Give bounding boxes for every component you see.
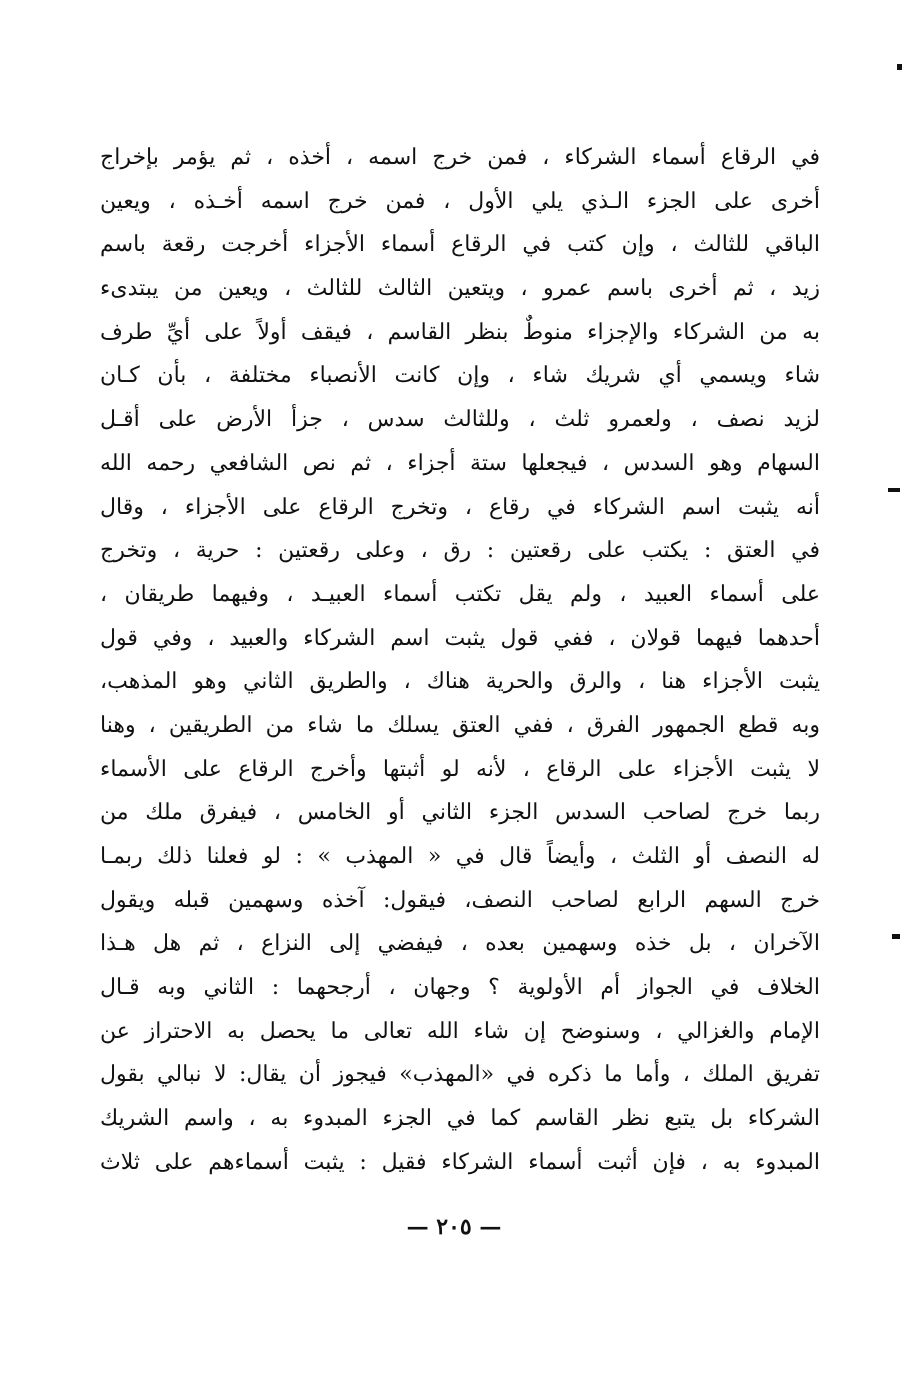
text-line-6: شاء ويسمي أي شريك شاء ، وإن كانت الأنصباء مختلفة ، بأن كـان bbox=[100, 363, 820, 389]
text-line-3: الباقي للثالث ، وإن كتب في الرقاع أسماء الأجزاء أخرجت رقعة باسم bbox=[100, 232, 820, 258]
text-line-5: به من الشركاء والإجزاء منوطٌ بنظر القاسم ، فيقف أولاً على أيِّ طرف bbox=[100, 319, 820, 345]
text-line-11: على أسماء العبيد ، ولم يقل تكتب أسماء العبيـد ، وفيهما طريقان ، bbox=[100, 581, 820, 607]
text-line-17: له النصف أو الثلث ، وأيضاً قال في « المهذب » : لو فعلنا ذلك ربمـا bbox=[100, 844, 820, 869]
text-line-2: أخرى على الجزء الـذي يلي الأول ، فمن خرج اسمه أخـذه ، ويعين bbox=[100, 188, 820, 214]
text-line-1: في الرقاع أسماء الشركاء ، فمن خرج اسمه ، أخذه ، ثم يؤمر بإخراج bbox=[100, 145, 820, 170]
text-line-14: وبه قطع الجمهور الفرق ، ففي العتق يسلك ما شاء من الطريقين ، وهنا bbox=[100, 712, 820, 738]
page-number: — ٢٠٥ — bbox=[406, 1214, 502, 1240]
text-line-4: زيد ، ثم أخرى باسم عمرو ، ويتعين الثالث للثالث ، ويعين من يبتدىء bbox=[100, 276, 820, 302]
scan-edge-mark-middle bbox=[888, 488, 900, 492]
text-line-23: الشركاء بل يتبع نظر القاسم كما في الجزء المبدوء به ، واسم الشريك bbox=[100, 1106, 820, 1132]
text-line-7: لزيد نصف ، ولعمرو ثلث ، وللثالث سدس ، جزأ الأرض على أقـل bbox=[100, 407, 820, 433]
page-body-text bbox=[100, 136, 820, 1185]
text-line-22: تفريق الملك ، وأما ما ذكره في «المهذب» فيجوز أن يقال: لا نبالي بقول bbox=[100, 1062, 820, 1088]
text-line-10: في العتق : يكتب على رقعتين : رق ، وعلى رقعتين : حرية ، وتخرج bbox=[100, 538, 820, 564]
text-line-18: خرج السهم الرابع لصاحب النصف، فيقول: آخذه وسهمين قبله ويقول bbox=[100, 887, 820, 913]
scan-edge-mark-top bbox=[897, 64, 902, 70]
text-line-9: أنه يثبت اسم الشركاء في رقاع ، وتخرج الرقاع على الأجزاء ، وقال bbox=[100, 494, 820, 520]
text-line-24: المبدوء به ، فإن أثبت أسماء الشركاء فقيل : يثبت أسماءهم على ثلاث bbox=[100, 1149, 820, 1175]
text-line-21: الإمام والغزالي ، وسنوضح إن شاء الله تعالى ما يحصل به الاحتراز عن bbox=[100, 1018, 820, 1044]
scan-edge-mark-lower bbox=[892, 934, 900, 939]
text-line-8: السهام وهو السدس ، فيجعلها ستة أجزاء ، ثم نص الشافعي رحمه الله bbox=[100, 450, 820, 476]
text-line-12: أحدهما فيهما قولان ، ففي قول يثبت اسم الشركاء والعبيد ، وفي قول bbox=[100, 625, 820, 651]
text-line-13: يثبت الأجزاء هنا ، والرق والحرية هناك ، والطريق الثاني وهو المذهب، bbox=[100, 669, 820, 695]
text-line-15: لا يثبت الأجزاء على الرقاع ، لأنه لو أثبتها وأخرج الرقاع على الأسماء bbox=[100, 756, 820, 782]
text-line-16: ربما خرج لصاحب السدس الجزء الثاني أو الخامس ، فيفرق ملك من bbox=[100, 800, 820, 826]
text-line-19: الآخران ، بل خذه وسهمين بعده ، فيفضي إلى النزاع ، ثم هل هـذا bbox=[100, 931, 820, 957]
text-line-20: الخلاف في الجواز أم الأولوية ؟ وجهان ، أرجحهما : الثاني وبه قـال bbox=[100, 975, 820, 1001]
